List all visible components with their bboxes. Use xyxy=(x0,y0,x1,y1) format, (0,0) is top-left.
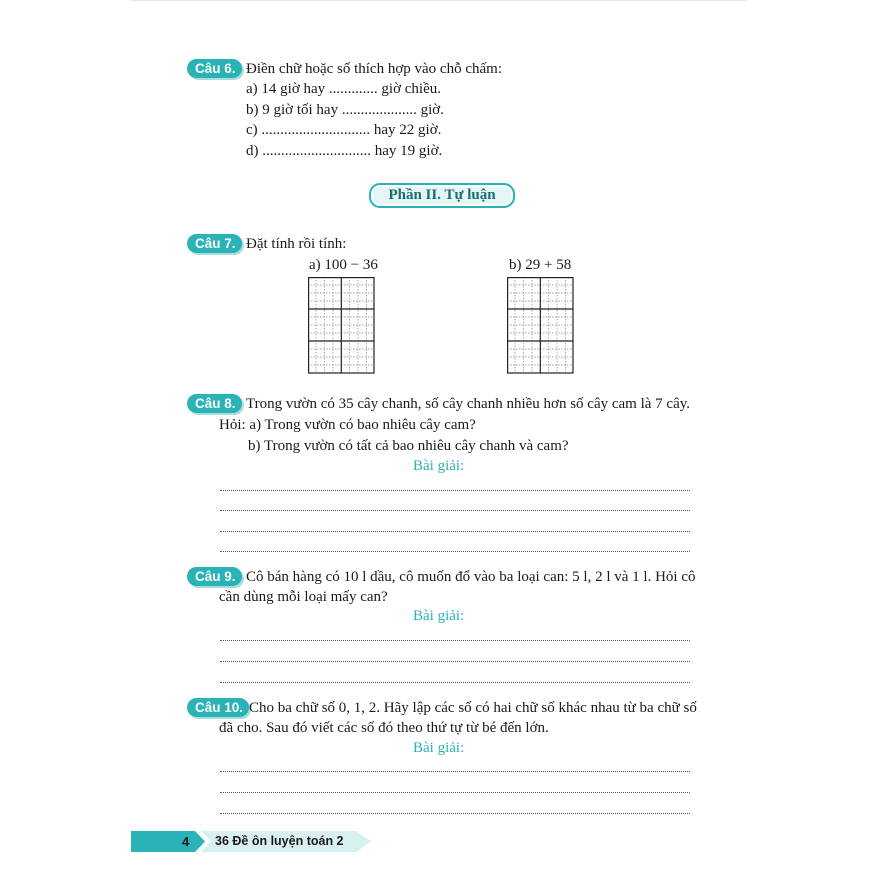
answer-line[interactable] xyxy=(220,551,690,552)
question-9-badge: Câu 9. xyxy=(187,567,242,586)
question-6-badge: Câu 6. xyxy=(187,59,242,78)
top-rule xyxy=(131,0,747,1)
book-title: 36 Đề ôn luyện toán 2 xyxy=(215,834,344,848)
question-7-part-b: b) 29 + 58 xyxy=(509,257,572,273)
answer-line[interactable] xyxy=(220,510,690,511)
section-heading: Phần II. Tự luận xyxy=(369,183,515,208)
question-9-line-1: Cô bán hàng có 10 l dầu, cô muốn đổ vào ba loại can: 5 l, 2 l và 1 l. Hỏi cô xyxy=(246,569,696,585)
question-8-line-3: b) Trong vườn có tất cả bao nhiêu cây chanh và cam? xyxy=(248,438,569,454)
answer-line[interactable] xyxy=(220,813,690,814)
question-7-badge: Câu 7. xyxy=(187,234,242,253)
question-8-line-1: Trong vườn có 35 cây chanh, số cây chanh nhiều hơn số cây cam là 7 cây. xyxy=(246,396,691,412)
question-10-badge: Câu 10. xyxy=(187,698,249,717)
answer-line[interactable] xyxy=(220,531,690,532)
question-8-line-2: Hỏi: a) Trong vườn có bao nhiêu cây cam? xyxy=(219,417,476,433)
question-6-part-a: a) 14 giờ hay ............. giờ chiều. xyxy=(246,81,441,97)
answer-line[interactable] xyxy=(220,640,690,641)
page-number: 4 xyxy=(182,834,190,849)
question-9-solution-label: Bài giải: xyxy=(413,608,465,624)
answer-line[interactable] xyxy=(220,661,690,662)
question-8-solution-label: Bài giải: xyxy=(413,458,465,474)
calculation-grid-a xyxy=(308,277,375,374)
question-6-part-c: c) ............................. hay 22 giờ. xyxy=(246,122,442,138)
question-7-part-a: a) 100 − 36 xyxy=(309,257,378,273)
answer-line[interactable] xyxy=(220,771,690,772)
answer-line[interactable] xyxy=(220,792,690,793)
question-10-line-2: đã cho. Sau đó viết các số đó theo thứ tự từ bé đến lớn. xyxy=(219,720,549,736)
question-6-part-b: b) 9 giờ tối hay .................... giờ. xyxy=(246,102,444,118)
question-6-prompt: Điền chữ hoặc số thích hợp vào chỗ chấm: xyxy=(246,61,502,77)
answer-line[interactable] xyxy=(220,682,690,683)
answer-line[interactable] xyxy=(220,490,690,491)
question-8-badge: Câu 8. xyxy=(187,394,242,413)
question-7-prompt: Đặt tính rồi tính: xyxy=(246,236,347,252)
question-10-solution-label: Bài giải: xyxy=(413,740,465,756)
question-9-line-2: cần dùng mỗi loại mấy can? xyxy=(219,589,388,605)
calculation-grid-b xyxy=(507,277,574,374)
question-10-line-1: Cho ba chữ số 0, 1, 2. Hãy lập các số có hai chữ số khác nhau từ ba chữ số xyxy=(249,700,697,716)
question-6-part-d: d) ............................. hay 19 giờ. xyxy=(246,143,443,159)
